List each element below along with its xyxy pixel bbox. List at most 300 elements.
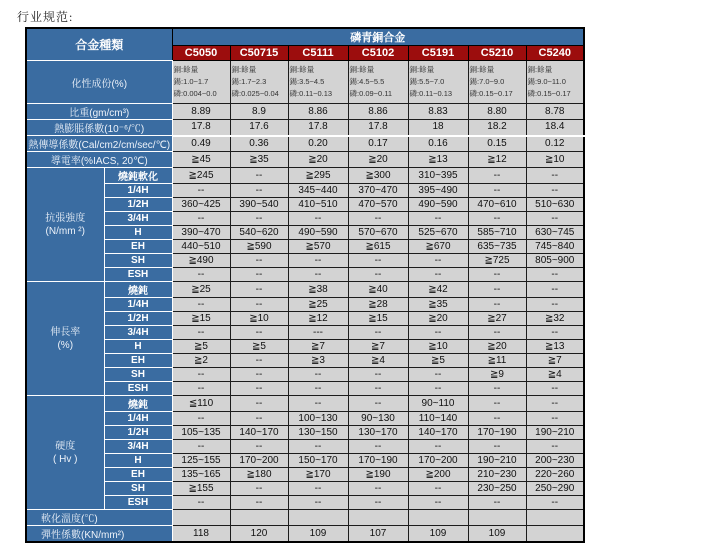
value-cell: ≧490 [172, 254, 230, 268]
value-cell: -- [468, 496, 526, 510]
value-cell: 230~250 [468, 482, 526, 496]
value-cell: -- [172, 184, 230, 198]
value-cell: -- [230, 326, 288, 340]
value-cell: ≧3 [288, 354, 348, 368]
value-cell: 17.8 [172, 120, 230, 136]
value-cell: ≧12 [288, 312, 348, 326]
chem-line: 錫:1.0~1.7 [173, 77, 209, 86]
temper-label: SH [104, 482, 172, 496]
column-header-C5210: C5210 [468, 46, 526, 61]
value-cell: 170~200 [408, 454, 468, 468]
property-row [26, 152, 584, 168]
row-label: 彈性係數(KN/mm²) [26, 526, 172, 543]
value-cell: 170~190 [468, 426, 526, 440]
value-cell: ≧590 [230, 240, 288, 254]
value-cell [408, 510, 468, 526]
value-cell: -- [288, 482, 348, 496]
chem-line: 銅:餘量 [173, 65, 199, 74]
value-cell: ≧28 [348, 298, 408, 312]
value-cell: 170~190 [348, 454, 408, 468]
value-cell: -- [288, 440, 348, 454]
chem-line: 錫:7.0~9.0 [469, 77, 505, 86]
value-cell: 109 [408, 526, 468, 543]
temper-row [26, 396, 584, 412]
row-label: 比重(gm/cm³) [26, 104, 172, 120]
value-cell: 130~170 [348, 426, 408, 440]
temper-row [26, 254, 584, 268]
value-cell: -- [230, 354, 288, 368]
value-cell: ≧5 [408, 354, 468, 368]
value-cell: 390~470 [172, 226, 230, 240]
value-cell: 100~130 [288, 412, 348, 426]
chem-line: 銅:餘量 [409, 65, 435, 74]
temper-row [26, 184, 584, 198]
value-cell: 200~230 [526, 454, 584, 468]
value-cell: -- [172, 440, 230, 454]
value-cell: ≧20 [348, 152, 408, 168]
column-header-C5102: C5102 [348, 46, 408, 61]
value-cell: -- [408, 368, 468, 382]
chem-line: 錫:9.0~11.0 [527, 77, 566, 86]
value-cell [348, 510, 408, 526]
value-cell: -- [468, 268, 526, 282]
temper-label: EH [104, 240, 172, 254]
temper-label: SH [104, 254, 172, 268]
value-cell: ≧35 [230, 152, 288, 168]
temper-row [26, 282, 584, 298]
temper-label: H [104, 226, 172, 240]
chem-line: 錫:3.5~4.5 [289, 77, 325, 86]
value-cell: 8.9 [230, 104, 288, 120]
value-cell: -- [348, 368, 408, 382]
value-cell: ≧42 [408, 282, 468, 298]
value-cell: -- [172, 382, 230, 396]
group-label [26, 168, 104, 282]
temper-row [26, 312, 584, 326]
group-label-unit: ( Hv ) [53, 453, 78, 465]
value-cell: ≧20 [468, 340, 526, 354]
temper-row [26, 198, 584, 212]
value-cell: -- [468, 168, 526, 184]
temper-row [26, 468, 584, 482]
value-cell: ≦110 [172, 396, 230, 412]
value-cell: 0.20 [288, 136, 348, 152]
chem-line: 銅:餘量 [349, 65, 375, 74]
value-cell: -- [526, 268, 584, 282]
value-cell: ≧200 [408, 468, 468, 482]
value-cell: 109 [288, 526, 348, 543]
chem-line: 磷:0.004~0.0 [173, 89, 217, 98]
value-cell: ≧5 [230, 340, 288, 354]
value-cell: 0.36 [230, 136, 288, 152]
value-cell: -- [526, 168, 584, 184]
value-cell: 0.15 [468, 136, 526, 152]
value-cell: ≧10 [408, 340, 468, 354]
value-cell: -- [526, 382, 584, 396]
value-cell: -- [348, 496, 408, 510]
value-cell: 0.16 [408, 136, 468, 152]
value-cell: -- [408, 268, 468, 282]
value-cell: 17.6 [230, 120, 288, 136]
temper-label: 1/4H [104, 412, 172, 426]
property-row [26, 120, 584, 136]
header-row-family [26, 28, 584, 46]
value-cell: -- [288, 368, 348, 382]
value-cell: ≧45 [172, 152, 230, 168]
value-cell: ≧4 [526, 368, 584, 382]
value-cell: ≧295 [288, 168, 348, 184]
temper-row [26, 298, 584, 312]
value-cell: 8.83 [408, 104, 468, 120]
value-cell: -- [172, 368, 230, 382]
value-cell: ≧670 [408, 240, 468, 254]
value-cell: -- [172, 496, 230, 510]
group-label [26, 396, 104, 510]
temper-label: 燒鈍軟化 [104, 168, 172, 184]
value-cell: -- [348, 212, 408, 226]
value-cell: 0.49 [172, 136, 230, 152]
value-cell: -- [526, 184, 584, 198]
temper-row [26, 168, 584, 184]
value-cell: -- [468, 212, 526, 226]
value-cell: 490~590 [408, 198, 468, 212]
value-cell: -- [230, 440, 288, 454]
value-cell: -- [526, 396, 584, 412]
column-header-C50715: C50715 [230, 46, 288, 61]
value-cell: -- [468, 184, 526, 198]
value-cell: ≧10 [526, 152, 584, 168]
value-cell: ≧40 [348, 282, 408, 298]
value-cell: 125~155 [172, 454, 230, 468]
temper-row [26, 496, 584, 510]
value-cell: 525~670 [408, 226, 468, 240]
temper-row [26, 340, 584, 354]
value-cell: 470~570 [348, 198, 408, 212]
temper-row [26, 454, 584, 468]
value-cell: -- [288, 396, 348, 412]
value-cell: 210~230 [468, 468, 526, 482]
temper-label: 1/4H [104, 184, 172, 198]
value-cell [172, 510, 230, 526]
value-cell: -- [230, 282, 288, 298]
temper-row [26, 412, 584, 426]
value-cell: -- [230, 298, 288, 312]
value-cell: ≧25 [288, 298, 348, 312]
value-cell: ≧180 [230, 468, 288, 482]
temper-label: 3/4H [104, 440, 172, 454]
value-cell: -- [288, 496, 348, 510]
value-cell: -- [468, 412, 526, 426]
group-label-unit: (%) [57, 339, 74, 351]
chem-line: 錫:4.5~5.5 [349, 77, 385, 86]
row-label: 導電率(%IACS, 20℃) [26, 152, 172, 168]
temper-row [26, 368, 584, 382]
value-cell: -- [172, 412, 230, 426]
value-cell: 635~735 [468, 240, 526, 254]
chem-line: 錫:1.7~2.3 [231, 77, 267, 86]
chem-line: 磷:0.025~0.04 [231, 89, 279, 98]
value-cell: ≧12 [468, 152, 526, 168]
value-cell: -- [230, 368, 288, 382]
temper-label: H [104, 340, 172, 354]
value-cell: 8.80 [468, 104, 526, 120]
temper-label: ESH [104, 496, 172, 510]
value-cell: ≧5 [172, 340, 230, 354]
value-cell: ≧35 [408, 298, 468, 312]
value-cell: -- [230, 496, 288, 510]
temper-label: ESH [104, 268, 172, 282]
value-cell: 140~170 [230, 426, 288, 440]
chem-line: 銅:餘量 [469, 65, 495, 74]
value-cell: 360~425 [172, 198, 230, 212]
value-cell: -- [348, 482, 408, 496]
value-cell: 90~130 [348, 412, 408, 426]
value-cell: 140~170 [408, 426, 468, 440]
value-cell: 107 [348, 526, 408, 543]
value-cell: 135~165 [172, 468, 230, 482]
value-cell [230, 510, 288, 526]
value-cell: 120 [230, 526, 288, 543]
temper-label: 燒鈍 [104, 282, 172, 298]
temper-label: 1/2H [104, 198, 172, 212]
value-cell: -- [408, 440, 468, 454]
value-cell: 170~200 [230, 454, 288, 468]
value-cell: 390~540 [230, 198, 288, 212]
value-cell: 190~210 [468, 454, 526, 468]
value-cell: -- [230, 254, 288, 268]
alloy-family-header: 磷青銅合金 [172, 28, 584, 46]
chem-line: 磷:0.11~0.13 [409, 89, 453, 98]
value-cell: -- [230, 212, 288, 226]
value-cell: 8.78 [526, 104, 584, 120]
value-cell: -- [230, 396, 288, 412]
value-cell: -- [230, 168, 288, 184]
value-cell: -- [526, 412, 584, 426]
value-cell [526, 510, 584, 526]
value-cell: -- [348, 440, 408, 454]
chem-row [26, 61, 584, 104]
value-cell: 370~470 [348, 184, 408, 198]
chem-cell [468, 61, 526, 104]
value-cell: -- [468, 282, 526, 298]
value-cell: ≧10 [230, 312, 288, 326]
property-row [26, 136, 584, 152]
chem-line: 磷:0.15~0.17 [527, 89, 571, 98]
value-cell: ≧725 [468, 254, 526, 268]
value-cell: 109 [468, 526, 526, 543]
value-cell: 250~290 [526, 482, 584, 496]
value-cell: -- [348, 268, 408, 282]
value-cell: 18.2 [468, 120, 526, 136]
value-cell: 110~140 [408, 412, 468, 426]
value-cell: ≧155 [172, 482, 230, 496]
value-cell: ≧9 [468, 368, 526, 382]
temper-row [26, 240, 584, 254]
value-cell: 18.4 [526, 120, 584, 136]
value-cell: 130~150 [288, 426, 348, 440]
temper-label: 1/2H [104, 312, 172, 326]
value-cell: -- [288, 254, 348, 268]
chem-cell [526, 61, 584, 104]
value-cell: -- [526, 282, 584, 298]
value-cell: -- [468, 298, 526, 312]
value-cell: ≧25 [172, 282, 230, 298]
value-cell: -- [288, 212, 348, 226]
value-cell: -- [526, 326, 584, 340]
row-label: 熱傳導係數(Cal/cm2/cm/sec/℃) [26, 136, 172, 152]
value-cell: 90~110 [408, 396, 468, 412]
value-cell: 118 [172, 526, 230, 543]
value-cell: -- [172, 268, 230, 282]
value-cell: ≧38 [288, 282, 348, 298]
chem-line: 磷:0.11~0.13 [289, 89, 333, 98]
value-cell: -- [526, 212, 584, 226]
value-cell: -- [348, 254, 408, 268]
column-header-C5050: C5050 [172, 46, 230, 61]
value-cell [468, 510, 526, 526]
value-cell: 0.12 [526, 136, 584, 152]
temper-label: EH [104, 468, 172, 482]
value-cell: 0.17 [348, 136, 408, 152]
value-cell: ≧570 [288, 240, 348, 254]
value-cell: -- [230, 268, 288, 282]
temper-row [26, 382, 584, 396]
value-cell: ≧11 [468, 354, 526, 368]
value-cell: ≧300 [348, 168, 408, 184]
value-cell: ≧7 [348, 340, 408, 354]
temper-row [26, 212, 584, 226]
value-cell: ≧7 [526, 354, 584, 368]
value-cell: 630~745 [526, 226, 584, 240]
alloy-spec-table [25, 27, 585, 543]
chem-cell [348, 61, 408, 104]
column-header-C5111: C5111 [288, 46, 348, 61]
value-cell: ≧170 [288, 468, 348, 482]
value-cell: ≧27 [468, 312, 526, 326]
value-cell: 150~170 [288, 454, 348, 468]
temper-row [26, 226, 584, 240]
value-cell: 190~210 [526, 426, 584, 440]
value-cell: 410~510 [288, 198, 348, 212]
value-cell: 8.86 [288, 104, 348, 120]
temper-label: H [104, 454, 172, 468]
column-header-C5240: C5240 [526, 46, 584, 61]
value-cell: ≧13 [408, 152, 468, 168]
footer-row [26, 510, 584, 526]
row-label-chem: 化性成份(%) [26, 61, 172, 104]
value-cell: -- [172, 326, 230, 340]
value-cell: --- [288, 326, 348, 340]
temper-label: ESH [104, 382, 172, 396]
value-cell [526, 526, 584, 543]
column-header-C5191: C5191 [408, 46, 468, 61]
value-cell: ≧4 [348, 354, 408, 368]
value-cell: -- [348, 396, 408, 412]
temper-row [26, 326, 584, 340]
row-label: 軟化溫度(℃) [26, 510, 172, 526]
value-cell: ≧20 [408, 312, 468, 326]
value-cell: 745~840 [526, 240, 584, 254]
value-cell: 540~620 [230, 226, 288, 240]
value-cell: 510~630 [526, 198, 584, 212]
chem-cell [408, 61, 468, 104]
temper-row [26, 440, 584, 454]
value-cell: 395~490 [408, 184, 468, 198]
value-cell: ≧15 [172, 312, 230, 326]
value-cell: 220~260 [526, 468, 584, 482]
value-cell: -- [408, 212, 468, 226]
value-cell: 310~395 [408, 168, 468, 184]
temper-row [26, 354, 584, 368]
value-cell: -- [348, 382, 408, 396]
group-label-text: 伸長率 [50, 326, 81, 338]
property-row [26, 104, 584, 120]
value-cell: 105~135 [172, 426, 230, 440]
value-cell: -- [408, 254, 468, 268]
value-cell: ≧15 [348, 312, 408, 326]
chem-cell [172, 61, 230, 104]
temper-label: 3/4H [104, 212, 172, 226]
value-cell [288, 510, 348, 526]
value-cell: -- [408, 326, 468, 340]
chem-line: 磷:0.09~0.11 [349, 89, 393, 98]
value-cell: ≧190 [348, 468, 408, 482]
value-cell: 8.89 [172, 104, 230, 120]
value-cell: -- [230, 412, 288, 426]
footer-row [26, 526, 584, 543]
value-cell: -- [526, 298, 584, 312]
temper-label: EH [104, 354, 172, 368]
temper-label: 1/4H [104, 298, 172, 312]
value-cell: 17.8 [348, 120, 408, 136]
value-cell: -- [172, 298, 230, 312]
value-cell: -- [230, 184, 288, 198]
value-cell: ≧245 [172, 168, 230, 184]
value-cell: 470~610 [468, 198, 526, 212]
group-label [26, 282, 104, 396]
chem-line: 銅:餘量 [289, 65, 315, 74]
value-cell: -- [288, 268, 348, 282]
chem-line: 錫:5.5~7.0 [409, 77, 445, 86]
value-cell: -- [468, 382, 526, 396]
value-cell: 585~710 [468, 226, 526, 240]
chem-line: 磷:0.15~0.17 [469, 89, 513, 98]
temper-label: 燒鈍 [104, 396, 172, 412]
page-title: 行业规范: [17, 10, 74, 24]
temper-row [26, 268, 584, 282]
temper-label: 1/2H [104, 426, 172, 440]
value-cell: -- [230, 482, 288, 496]
value-cell: 440~510 [172, 240, 230, 254]
chem-line: 銅:餘量 [527, 65, 553, 74]
value-cell: ≧615 [348, 240, 408, 254]
group-label-text: 抗張強度 [45, 212, 86, 224]
chem-line: 銅:餘量 [231, 65, 257, 74]
value-cell: -- [408, 496, 468, 510]
value-cell: -- [468, 396, 526, 412]
chem-cell [288, 61, 348, 104]
value-cell: ≧7 [288, 340, 348, 354]
temper-row [26, 482, 584, 496]
value-cell: 805~900 [526, 254, 584, 268]
value-cell: -- [526, 440, 584, 454]
row-label: 熱膨脹係數(10⁻⁶/℃) [26, 120, 172, 136]
value-cell: -- [408, 482, 468, 496]
value-cell: ≧13 [526, 340, 584, 354]
group-label-unit: (N/mm ²) [45, 225, 85, 237]
value-cell: ≧20 [288, 152, 348, 168]
value-cell: 490~590 [288, 226, 348, 240]
